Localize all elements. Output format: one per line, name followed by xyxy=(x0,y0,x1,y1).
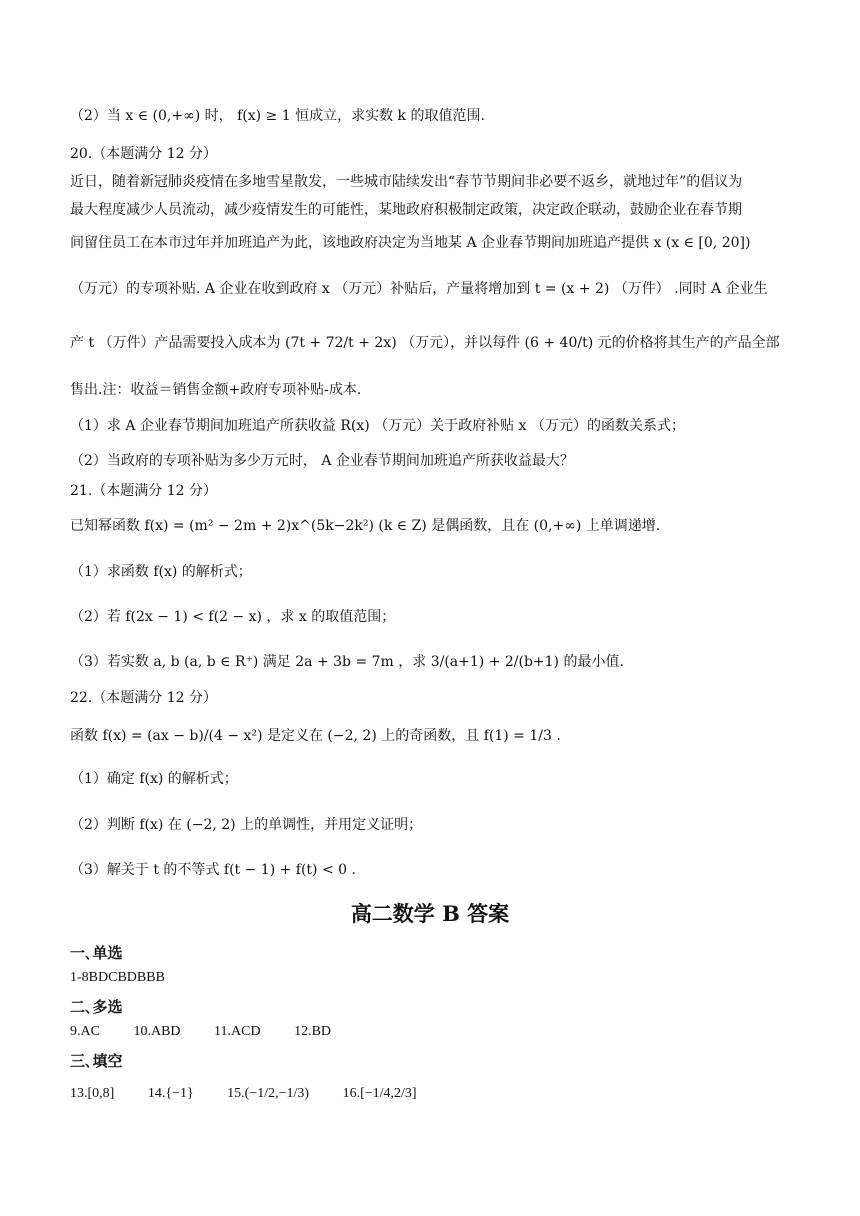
q21-header: 21.（本题满分 12 分） xyxy=(70,483,217,499)
q20-line3: 间留住员工在本市过年并加班追产为此，该地政府决定为当地某 A 企业春节期间加班追产提供 x (x ∈ [0, 20]) xyxy=(70,235,751,251)
q20-line2: 最大程度减少人员流动，减少疫情发生的可能性，某地政府积极制定政策，决定政企联动，鼓励企业在春节期 xyxy=(70,202,742,218)
q22-part3: （3）解关于 t 的不等式 f(t − 1) + f(t) < 0 . xyxy=(70,862,356,878)
answer-16: 16.[−1/4,2/3] xyxy=(342,1086,417,1101)
answer-title: 高二数学 B 答案 xyxy=(350,901,510,926)
answer-10: 10.ABD xyxy=(133,1024,181,1039)
q20-line1: 近日，随着新冠肺炎疫情在多地雪星散发，一些城市陆续发出“春节节期间非必要不返乡，就地过年”的倡议为 xyxy=(70,174,743,190)
q21-part2: （2）若 f(2x − 1) < f(2 − x) ，求 x 的取值范围； xyxy=(70,609,396,625)
answer-11: 11.ACD xyxy=(214,1024,261,1039)
section-single-choice: 一､单选 xyxy=(70,944,123,962)
q21-part3: （3）若实数 a, b (a, b ∈ R⁺) 满足 2a + 3b = 7m ，求 3/(a+1) + 2/(b+1) 的最小值. xyxy=(70,654,624,670)
q20-line5: 产 t （万件）产品需要投入成本为 (7t + 72/t + 2x) （万元），并以每件 (6 + 40/t) 元的价格将其生产的产品全部 xyxy=(70,335,780,351)
answer-13: 13.[0,8] xyxy=(70,1086,115,1101)
section-multi-choice: 二､多选 xyxy=(70,998,123,1016)
q20-part2: （2）当政府的专项补贴为多少万元时， A 企业春节期间加班追产所获收益最大？ xyxy=(70,453,574,469)
answer-9: 9.AC xyxy=(70,1024,100,1039)
q22-part1: （1）确定 f(x) 的解析式； xyxy=(70,771,238,787)
q20-line4: （万元）的专项补贴. A 企业在收到政府 x （万元）补贴后，产量将增加到 t = (x + 2) （万件） .同时 A 企业生 xyxy=(70,281,768,297)
q21-line1: 已知幂函数 f(x) = (m² − 2m + 2)x^(5k−2k²) (k ∈ Z) 是偶函数，且在 (0,+∞) 上单调递增. xyxy=(70,518,661,534)
fill-blank-answers xyxy=(70,1086,447,1102)
answer-14: 14.{−1} xyxy=(147,1086,194,1101)
q20-part1: （1）求 A 企业春节期间加班追产所获收益 R(x) （万元）关于政府补贴 x （万元）的函数关系式； xyxy=(70,418,685,434)
q20-line6: 售出.注：收益＝销售金额+政府专项补贴-成本. xyxy=(70,382,362,398)
answer-12: 12.BD xyxy=(294,1024,332,1039)
answer-15: 15.(−1/2,−1/3) xyxy=(227,1086,310,1101)
q20-header: 20.（本题满分 12 分） xyxy=(70,146,217,162)
q19-part2: （2）当 x ∈ (0,+∞) 时， f(x) ≥ 1 恒成立，求实数 k 的取值范围. xyxy=(70,108,485,124)
q22-part2: （2）判断 f(x) 在 (−2, 2) 上的单调性，并用定义证明； xyxy=(70,817,423,833)
multi-choice-answers xyxy=(70,1024,361,1040)
q22-header: 22.（本题满分 12 分） xyxy=(70,690,217,706)
q22-line1: 函数 f(x) = (ax − b)/(4 − x²) 是定义在 (−2, 2) 上的奇函数，且 f(1) = 1/3 . xyxy=(70,728,561,744)
section-fill-blank: 三､填空 xyxy=(70,1052,123,1070)
single-choice-answers: 1-8BDCBDBBB xyxy=(70,970,165,985)
q21-part1: （1）求函数 f(x) 的解析式； xyxy=(70,564,252,580)
